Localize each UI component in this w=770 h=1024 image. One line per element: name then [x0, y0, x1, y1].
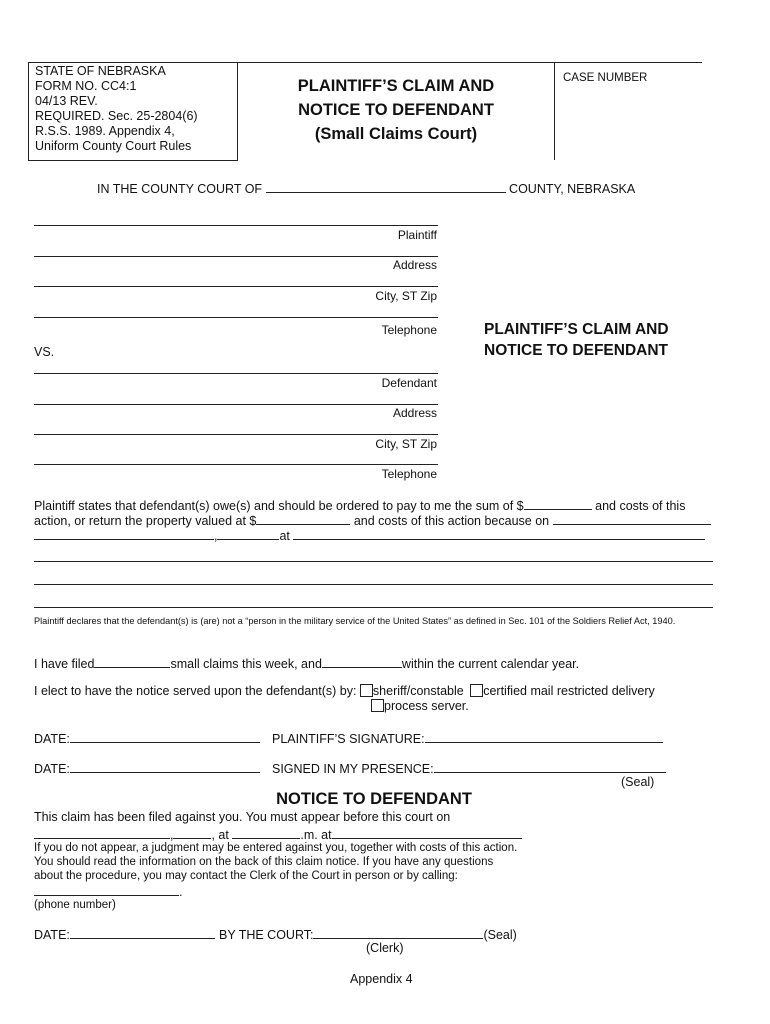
signed-presence-label: SIGNED IN MY PRESENCE: — [272, 762, 434, 776]
header-bottom-rule — [28, 160, 238, 161]
certified-mail-checkbox[interactable] — [470, 684, 483, 697]
because-on-text: and costs of this action because on — [353, 514, 550, 528]
case-number-label: CASE NUMBER — [563, 72, 648, 84]
notice-heading: NOTICE TO DEFENDANT — [276, 790, 472, 808]
versus-label: VS. — [34, 345, 55, 359]
notice-para-line-1: If you do not appear, a judgment may be entered against you, together with costs of this action. — [34, 842, 518, 854]
claim-month-field[interactable] — [34, 527, 214, 540]
side-title-line-2: NOTICE TO DEFENDANT — [484, 342, 668, 359]
clerk-signature-field[interactable] — [313, 926, 483, 939]
claim-date-field[interactable] — [553, 512, 711, 525]
property-value-field[interactable] — [256, 512, 350, 525]
plaintiff-signature-line — [272, 730, 663, 747]
plaintiff-name-line[interactable] — [34, 225, 438, 226]
process-server-checkbox[interactable] — [371, 699, 384, 712]
statute-ref: REQUIRED. Sec. 25-2804(6) — [35, 109, 198, 123]
state-line: STATE OF NEBRASKA — [35, 64, 166, 78]
plaintiff-address-line[interactable] — [34, 256, 438, 257]
court-suffix: COUNTY, NEBRASKA — [509, 182, 636, 196]
process-server-label: process server. — [384, 699, 469, 713]
hearing-year-field[interactable] — [173, 826, 211, 839]
process-server-option — [371, 699, 469, 714]
footer-appendix: Appendix 4 — [350, 972, 413, 986]
military-declaration: Plaintiff declares that the defendant(s) is (are) not a “person in the military service of the United States” as defined in Sec. 101 of the Soldiers Relief Act, 1940. — [34, 616, 676, 626]
header-left-rule — [28, 62, 29, 160]
comma-text: , — [214, 529, 218, 543]
property-value-text: action, or return the property valued at $ — [34, 514, 257, 528]
plaintiff-telephone-label: Telephone — [381, 323, 437, 337]
notice-para-line-2: You should read the information on the back of this claim notice. If you have any questions — [34, 856, 494, 868]
filed-week-field[interactable] — [94, 655, 170, 668]
plaintiff-signature-label: PLAINTIFF’S SIGNATURE: — [272, 732, 425, 746]
filed-week-text: small claims this week, and — [170, 657, 322, 671]
defendant-telephone-line[interactable] — [34, 464, 438, 465]
comma-text-2: , — [170, 828, 174, 842]
court-date-field[interactable] — [70, 926, 215, 939]
sheriff-checkbox[interactable] — [360, 684, 373, 697]
filed-year-text: within the current calendar year. — [401, 657, 580, 671]
hearing-time-field[interactable] — [232, 826, 300, 839]
claim-reason-line-1[interactable] — [34, 561, 713, 562]
witness-date-field[interactable] — [70, 760, 260, 773]
claim-reason-line-2[interactable] — [34, 584, 713, 585]
plaintiff-date-line — [34, 730, 260, 747]
header-divider-2 — [554, 62, 555, 160]
plaintiff-signature-field[interactable] — [425, 730, 663, 743]
plaintiff-city-line[interactable] — [34, 286, 438, 287]
plaintiff-telephone-line[interactable] — [34, 317, 438, 318]
form-identification — [35, 64, 198, 154]
plaintiff-address-label: Address — [392, 258, 437, 272]
at-text-2: , at — [211, 828, 229, 842]
hearing-date-field[interactable] — [34, 826, 170, 839]
witness-date-line — [34, 760, 260, 777]
claim-location-field[interactable] — [293, 527, 705, 540]
form-number: FORM NO. CC4:1 — [35, 79, 137, 93]
date-label-2: DATE: — [34, 762, 70, 776]
filed-count-line — [34, 655, 579, 672]
defendant-address-line[interactable] — [34, 404, 438, 405]
claim-year-field[interactable] — [217, 527, 279, 540]
title-line-3: (Small Claims Court) — [314, 125, 478, 143]
county-name-field[interactable] — [266, 180, 506, 193]
by-court-label: BY THE COURT: — [219, 928, 314, 942]
date-label-3: DATE: — [34, 928, 70, 942]
plaintiff-date-field[interactable] — [70, 730, 260, 743]
header-top-rule — [28, 62, 702, 63]
claim-reason-line-3[interactable] — [34, 607, 713, 608]
seal-label-1: (Seal) — [621, 775, 655, 789]
m-at-text: .m. at — [300, 828, 332, 842]
title-line-2: NOTICE TO DEFENDANT — [298, 101, 494, 119]
plaintiff-label: Plaintiff — [397, 228, 437, 242]
certified-mail-label: certified mail restricted delivery — [483, 684, 655, 698]
signed-presence-field[interactable] — [434, 760, 666, 773]
date-label-1: DATE: — [34, 732, 70, 746]
phone-number-label: (phone number) — [34, 899, 116, 911]
title-line-1: PLAINTIFF’S CLAIM AND — [297, 77, 495, 95]
defendant-city-line[interactable] — [34, 434, 438, 435]
court-date-line — [34, 926, 215, 943]
claim-sum-text: Plaintiff states that defendant(s) owe(s) and should be ordered to pay to me the sum of $ — [34, 499, 524, 513]
side-title-line-1: PLAINTIFF’S CLAIM AND — [484, 321, 669, 338]
plaintiff-city-label: City, ST Zip — [375, 289, 437, 303]
claim-line-3 — [34, 527, 734, 544]
hearing-location-field[interactable] — [332, 826, 522, 839]
court-prefix: IN THE COUNTY COURT OF — [97, 182, 263, 196]
sheriff-label: sheriff/constable — [372, 684, 464, 698]
defendant-address-label: Address — [392, 406, 437, 420]
rss-ref: R.S.S. 1989. Appendix 4, — [35, 124, 175, 138]
clerk-label: (Clerk) — [366, 941, 404, 955]
period-text: . — [179, 885, 183, 899]
claim-sum-field[interactable] — [524, 497, 592, 510]
filed-text: I have filed — [34, 657, 95, 671]
signed-presence-line — [272, 760, 666, 777]
notice-paragraph — [34, 841, 517, 883]
at-text: at — [279, 529, 290, 543]
court-rules-ref: Uniform County Court Rules — [35, 139, 192, 153]
defendant-name-line[interactable] — [34, 373, 438, 374]
defendant-city-label: City, ST Zip — [375, 437, 437, 451]
filed-year-field[interactable] — [322, 655, 402, 668]
defendant-telephone-label: Telephone — [381, 467, 437, 481]
claim-costs-text: and costs of this — [595, 499, 686, 513]
service-line — [34, 684, 655, 699]
notice-para-line-3: about the procedure, you may contact the Clerk of the Court in person or by calling: — [34, 870, 458, 882]
form-title — [238, 74, 554, 146]
defendant-label: Defendant — [381, 376, 437, 390]
court-line — [97, 180, 677, 197]
service-intro: I elect to have the notice served upon the defendant(s) by: — [34, 684, 357, 698]
clerk-phone-field[interactable] — [34, 883, 179, 896]
seal-label-2: (Seal) — [483, 928, 517, 942]
side-title — [484, 319, 669, 361]
revision: 04/13 REV. — [35, 94, 98, 108]
notice-appear-text: This claim has been filed against you. You must appear before this court on — [34, 810, 451, 824]
